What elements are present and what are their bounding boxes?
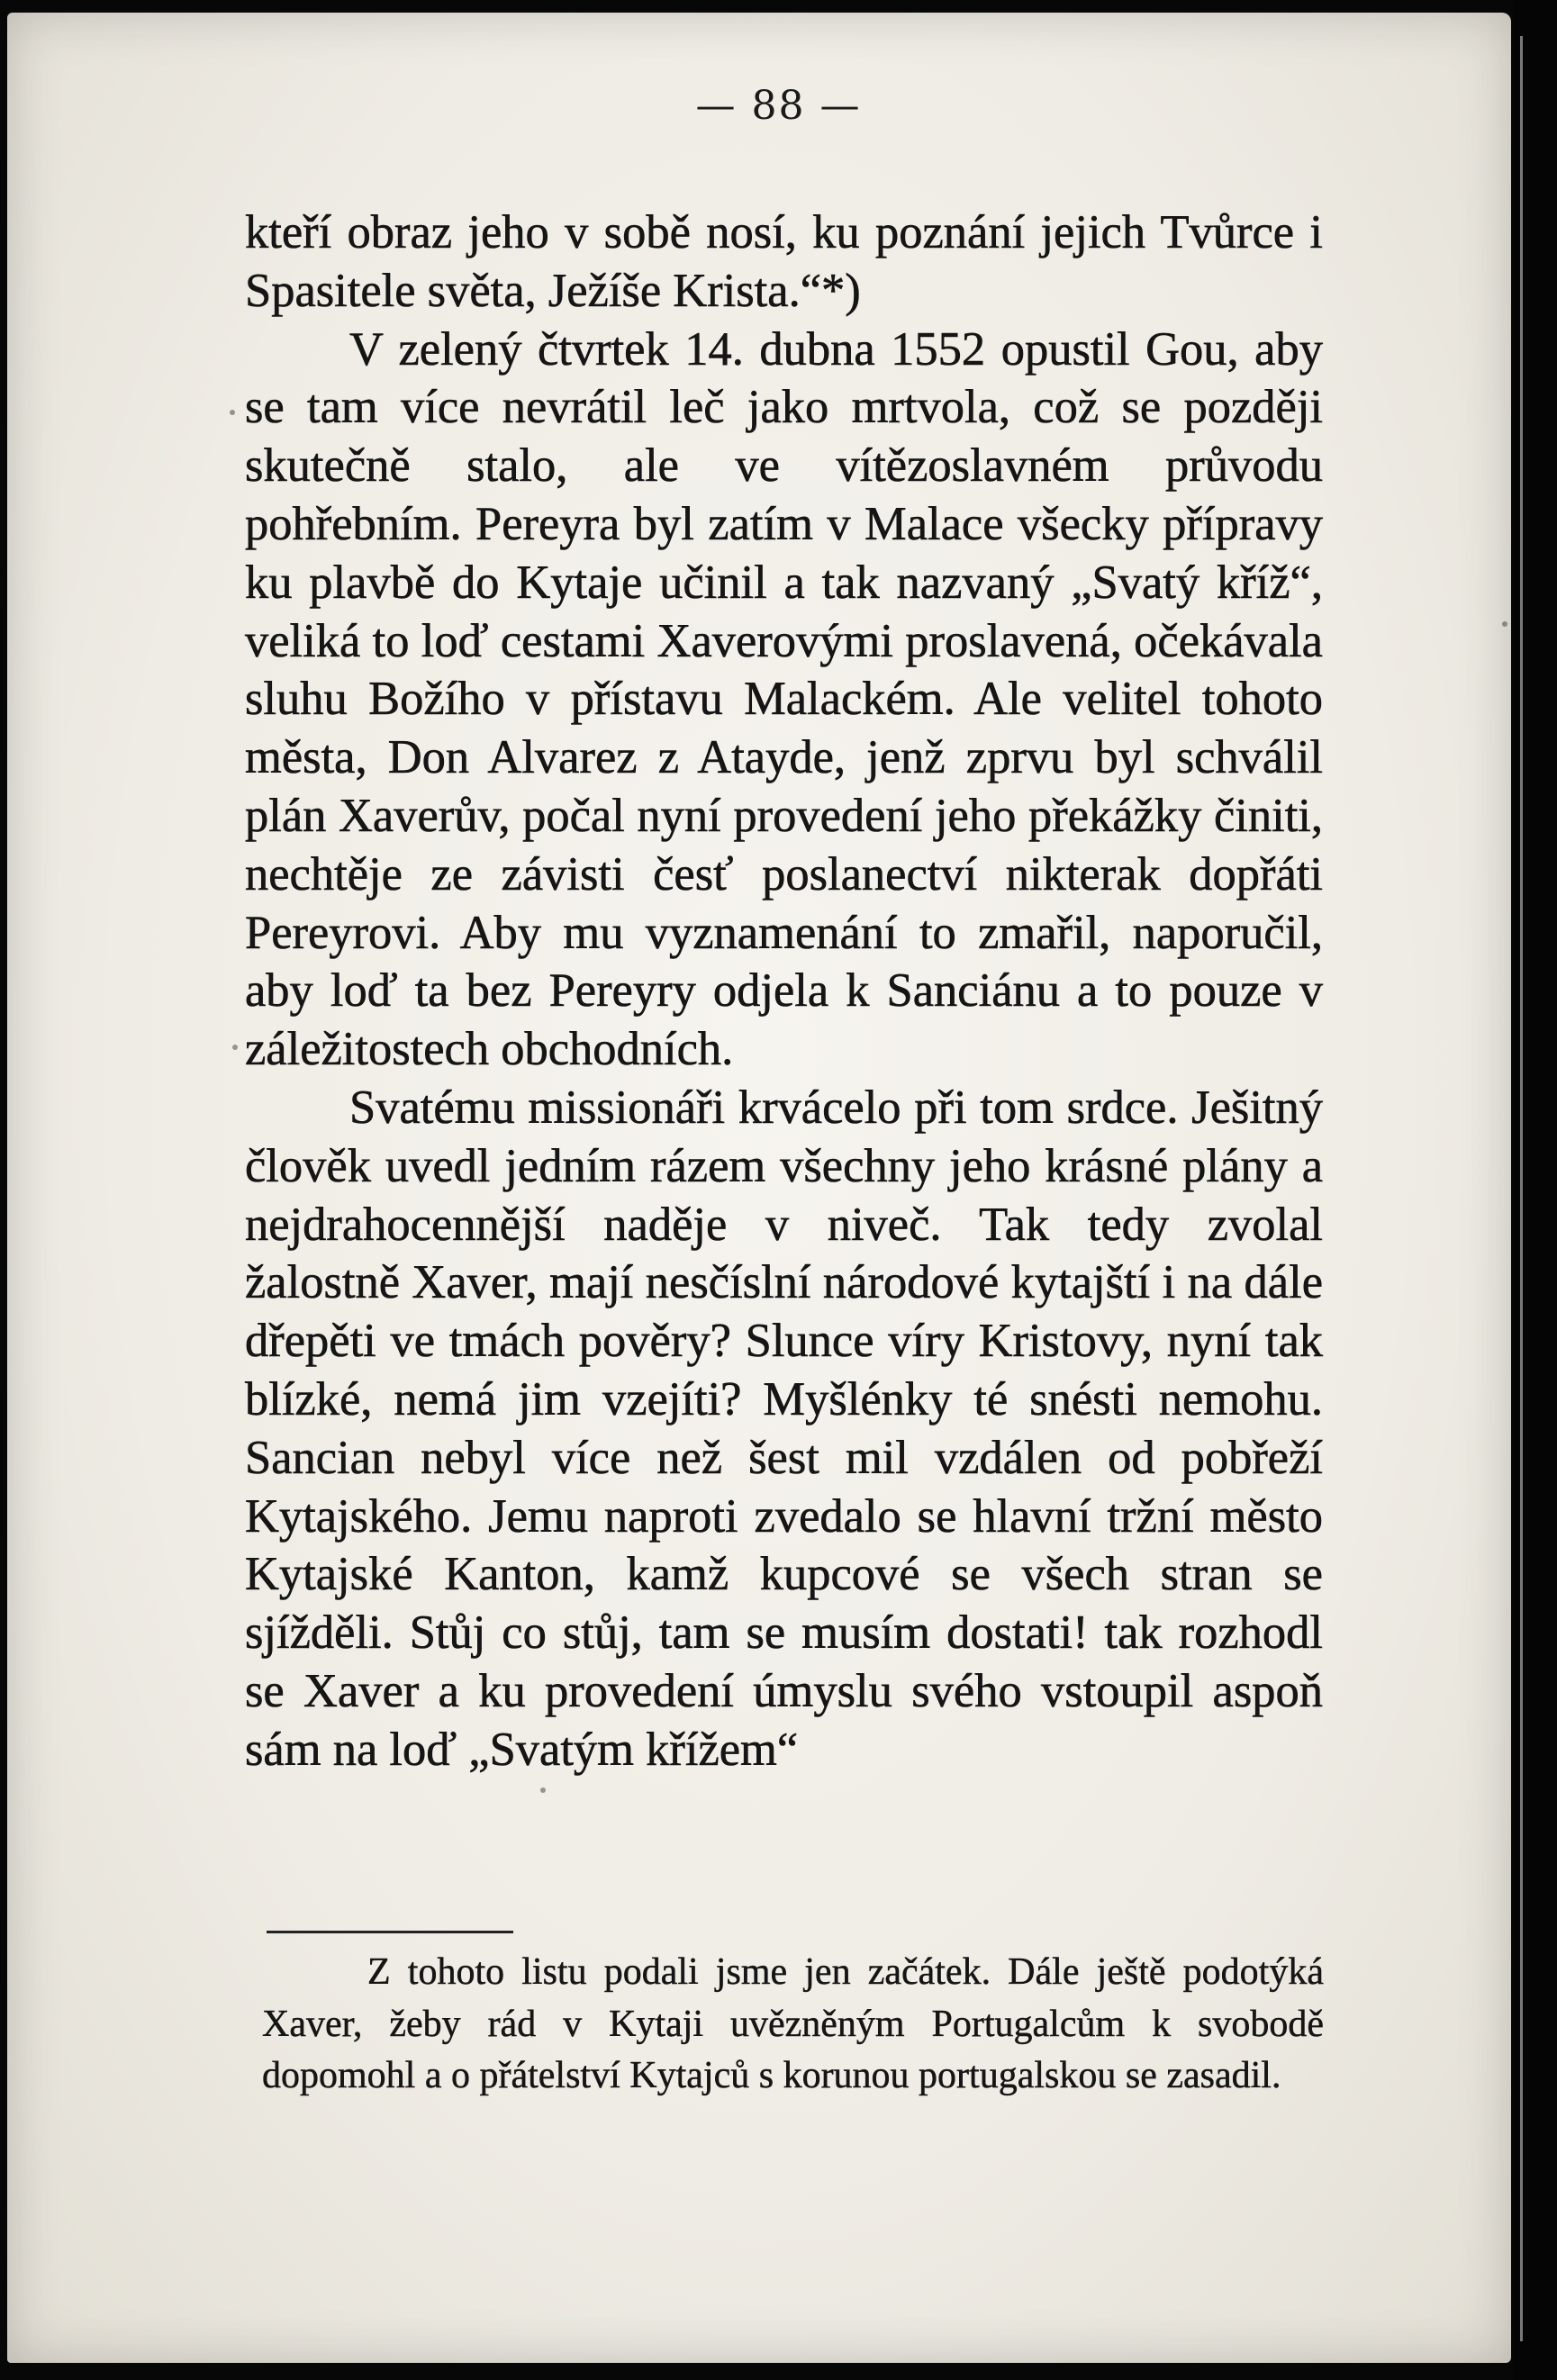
- paragraph: Svatému missionáři krvácelo při tom srdce. Ješitný člověk uvedl jedním rázem všechny jeho krásné plány a nejdrahocennější naděje v niveč. Tak tedy zvolal žalostně Xaver, mají nesčíslní národové kytajští i na dále dřepěti ve tmách pověry? Slunce víry Kristovy, nyní tak blízké, nemá jim vzejíti? Myšlénky té snésti nemohu. Sancian nebyl více než šest mil vzdálen od pobřeží Kytajského. Jemu naproti zvedalo se hlavní tržní město Kytajské Kanton, kamž kupcové se všech stran se sjížděli. Stůj co stůj, tam se musím dostati! tak rozhodl se Xaver a ku provedení úmyslu svého vstoupil aspoň sám na loď „Svatým křížem“: [245, 1081, 1323, 1776]
- page-number: — 88 —: [695, 83, 862, 129]
- paragraph: V zelený čtvrtek 14. dubna 1552 opustil Gou, aby se tam více nevrátil leč jako mrtvola, což se později skutečně stalo, ale ve vítězoslavném průvodu pohřebním. Pereyra byl zatím v Malace všecky přípravy ku plavbě do Kytaje učinil a tak nazvaný „Svatý kříž“, veliká to loď cestami Xaverovými proslavená, očekávala sluhu Božího v přístavu Malackém. Ale velitel tohoto města, Don Alvarez z Atayde, jenž zprvu byl schválil plán Xaverův, počal nyní provedení jeho překážky činiti, nechtěje ze závisti česť poslanectví nikterak dopřáti Pereyrovi. Aby mu vyznamenání to zmařil, naporučil, aby loď ta bez Pereyry odjela k Sanciánu a to pouze v záležitostech obchodních.: [245, 322, 1323, 1076]
- footnote-divider: [267, 1931, 513, 1933]
- paragraph-continuation: kteří obraz jeho v sobě nosí, ku poznání jejich Tvůrce i Spasitele světa, Ježíše Krista.“*): [245, 206, 1323, 317]
- footnote: [262, 1947, 1324, 2103]
- footnote-text: Z tohoto listu podali jsme jen začátek. Dále ještě podotýká Xaver, žeby rád v Kytaji uvězněným Portugalcům k svobodě dopomohl a o přátelství Kytajců s korunou portugalskou se zasadil.: [262, 1951, 1324, 2096]
- paper-speck: [232, 1045, 238, 1050]
- paper-speck: [540, 1787, 546, 1793]
- main-text: [245, 204, 1323, 1779]
- paper-speck: [1502, 621, 1507, 627]
- paper-speck: [230, 410, 235, 415]
- binding-edge: [1520, 36, 1523, 2341]
